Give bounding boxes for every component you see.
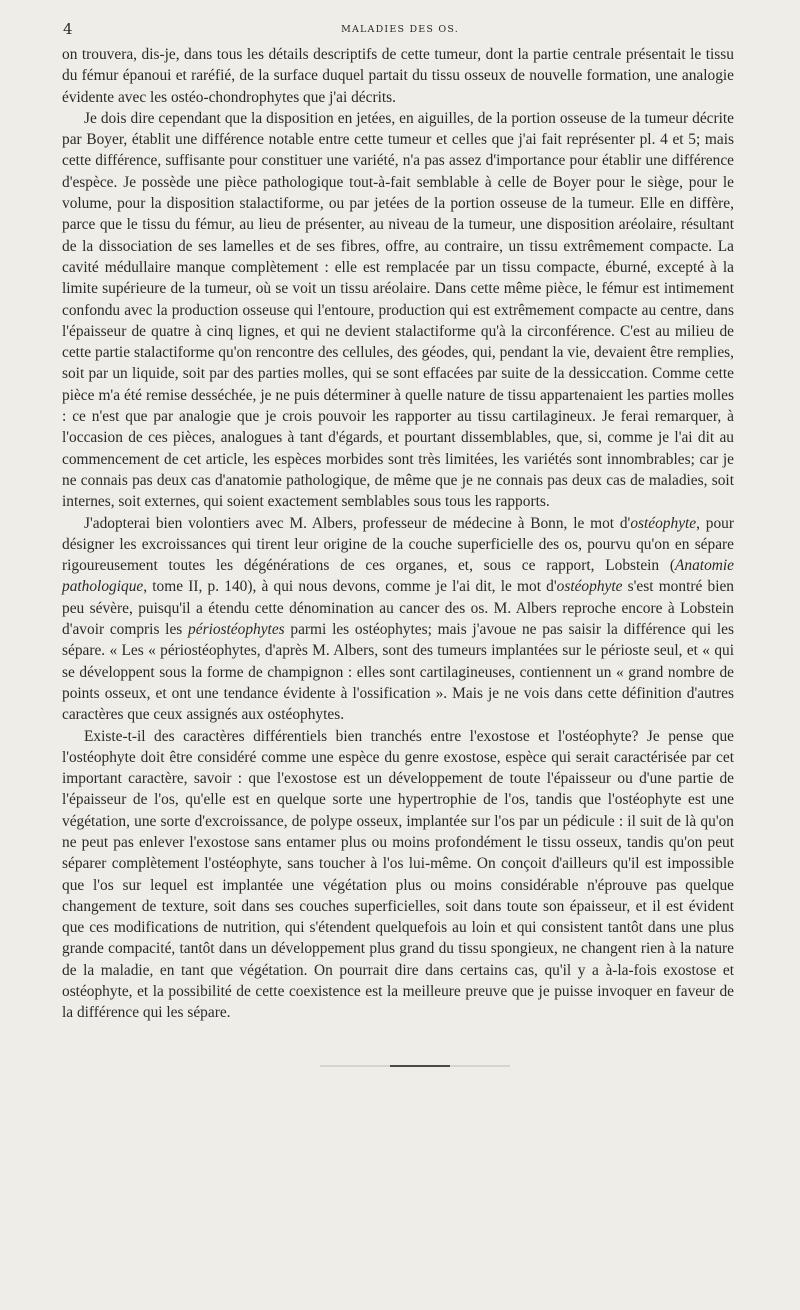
citation-title: Anatomie pathologique xyxy=(62,557,734,596)
term-periosteophytes: périostéophytes xyxy=(188,621,285,639)
paragraph-2-text: Je dois dire cependant que la disposition en jetées, en aiguilles, de la portion osseuse de la tumeur décrite par Boyer, établit une différence notable entre cette tumeur et celles que j'ai fait représenter pl. 4 et 5; mais cette différence, suffisante pour constituer une variété, n'a pas assez d'importance pour établir une différence d'espèce. Je possède une pièce pathologique tout-à-fait semblable à celle de Boyer pour le siège, pour le volume, pour la disposition stalactiforme, ou par jetées de la portion osseuse de la tumeur. Elle en diffère, parce que le tissu du fémur, au lieu de présenter, au niveau de la tumeur, une disposition aréolaire, résultant de la dissociation de ses lamelles et de ses fibres, offre, au contraire, un tissu extrêmement compacte. La cavité médullaire manque complètement : elle est remplacée par un tissu compacte, éburné, excepté à la limite supérieure de la tumeur, où se voit un tissu aréolaire. Dans cette même pièce, le fémur est intimement confondu avec la production osseuse qui l'entoure, production qui est extrêmement compacte au centre, dans l'épaisseur de quatre à cinq lignes, et qui ne devient stalactiforme qu'à la circonférence. C'est au milieu de cette partie stalactiforme qu'on rencontre des cellules, des géodes, qui, pendant la vie, devaient être remplies, soit par un liquide, soit par des parties molles, qui se sont effacées par suite de la dessiccation. Comme cette pièce m'a été remise desséchée, je ne puis déterminer à quelle nature de tissu appartenaient les parties molles : ce n'est que par analogie que je crois pouvoir les rapporter au tissu cartilagineux. Je ferai remarquer, à l'occasion de ces pièces, analogues à tant d'égards, et pourtant dissemblables, que, si, comme je l'ai dit au commencement de cet article, les espèces morbides sont très limitées, les variétés sont innombrables; car je ne connais pas deux cas d'anatomie pathologique, de même que je ne connais pas deux cas de maladies, soit internes, soit externes, qui soient exactement semblables sous tous les rapports. xyxy=(62,109,734,511)
paragraph-3-text-b: , pour désigner les excroissances qui tirent leur origine de la couche superficielle des os, pourvu qu'on en sépare rigoureusement toutes les dégénérations de ces organes, et, sous ce rapport, Lobstein ( xyxy=(62,514,734,575)
paragraph-3-text-d: s'est montré bien peu sévère, puisqu'il a étendu cette dénomination au cancer des os. M. Albers reproche encore à Lobstein d'avoir compris les xyxy=(62,578,734,639)
paragraph-2 xyxy=(62,108,734,513)
running-head: MALADIES DES OS. xyxy=(341,24,459,35)
paragraph-1 xyxy=(62,44,734,108)
paragraph-4 xyxy=(62,726,734,1024)
body-text xyxy=(62,44,734,1024)
page-header xyxy=(0,22,800,40)
paragraph-3 xyxy=(62,513,734,726)
paragraph-1-text: on trouvera, dis-je, dans tous les détails descriptifs de cette tumeur, dont la partie centrale présentait le tissu du fémur épanoui et raréfié, de la surface duquel partait du tissu osseux de nouvelle formation, une analogie évidente avec les ostéo-chondrophytes que j'ai décrits. xyxy=(62,46,734,106)
term-osteophyte: ostéophyte xyxy=(630,514,697,532)
ornamental-rule xyxy=(320,1064,510,1066)
paragraph-4-text: Existe-t-il des caractères différentiels bien tranchés entre l'exostose et l'ostéophyte? Je pense que l'ostéophyte doit être considéré comme une espèce du genre exostose, espèce qui serait caractérisée par cet important caractère, savoir : que l'exostose est un développement de toute l'épaisseur ou d'une partie de l'épaisseur de l'os, qu'elle est en quelque sorte une hypertrophie de l'os, tandis que l'ostéophyte est une végétation, une sorte d'excroissance, de polype osseux, implantée sur l'os par un pédicule : il suit de là qu'on ne peut pas enlever l'exostose sans entamer plus ou moins profondément le tissu osseux, tandis qu'on peut séparer complètement l'ostéophyte, sans toucher à l'os lui-même. On conçoit d'ailleurs qu'il est impossible que l'os sur lequel est implantée une végétation plus ou moins considérable n'éprouve pas quelque changement de texture, soit dans ses couches superficielles, soit dans toute son épaisseur, et il est évident que ces modifications de nutrition, qui s'étendent quelquefois au loin et qui consistent tantôt dans une plus grande compacité, tantôt dans un développement plus grand du tissu spongieux, ne changent rien à la nature de la maladie, en tant que végétation. On pourrait dire dans certains cas, qu'il y a à-la-fois exostose et ostéophyte, et la possibilité de cette coexistence est la meilleure preuve que je puisse invoquer en faveur de la différence qui les sépare. xyxy=(62,727,734,1022)
paragraph-3-text-a: J'adopterai bien volontiers avec M. Albers, professeur de médecine à Bonn, le mot d' xyxy=(84,514,631,532)
paragraph-3-text-c: , tome II, p. 140), à qui nous devons, comme je l'ai dit, le mot d' xyxy=(143,578,557,596)
term-osteophyte-2: ostéophyte xyxy=(556,578,623,596)
paragraph-3-text-e: parmi les ostéophytes; mais j'avoue ne pas saisir la différence qui les sépare. « Les « périostéophytes, d'après M. Albers, sont des tumeurs implantées sur le périoste seul, et « qui se développent sous la forme de champignon : elles sont cartilagineuses, contiennent un « grand nombre de points osseux, et ont une tendance évidente à l'ossification ». Mais je ne vois dans cette définition d'autres caractères que ceux assignés aux ostéophytes. xyxy=(62,621,734,724)
page-number: 4 xyxy=(63,20,73,38)
